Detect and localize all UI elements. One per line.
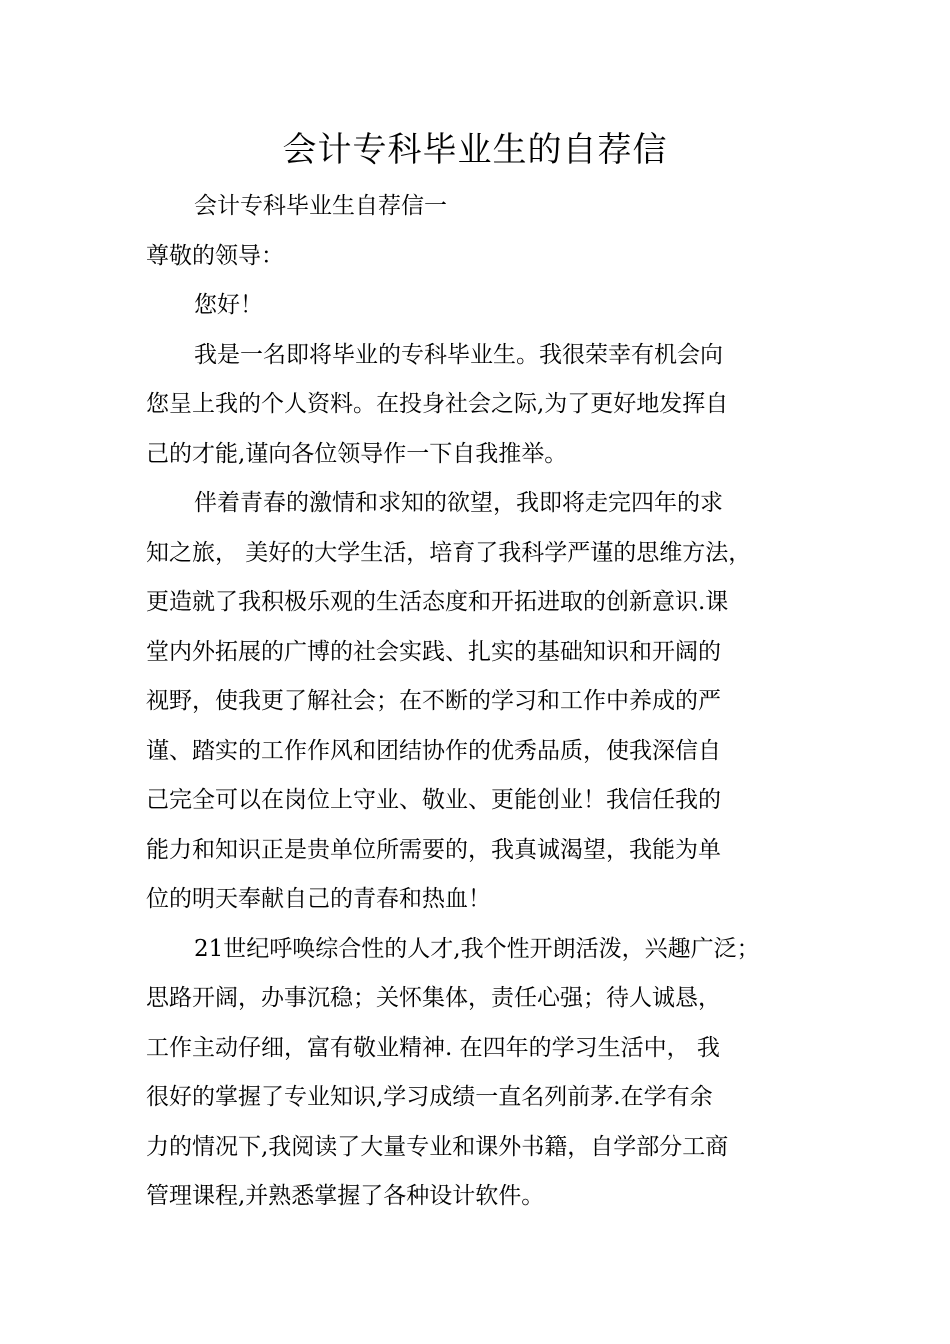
- paragraph-1-line-2: 您呈上我的个人资料。在投身社会之际,为了更好地发挥自: [146, 391, 729, 417]
- paragraph-2-line-4: 堂内外拓展的广博的社会实践、扎实的基础知识和开阔的: [146, 638, 721, 665]
- paragraph-3-line-4: 很好的掌握了专业知识,学习成绩一直名列前茅.在学有余: [146, 1084, 713, 1110]
- paragraph-2-line-1: 伴着青春的激情和求知的欲望，我即将走完四年的求: [194, 490, 723, 516]
- greeting: 您好！: [194, 292, 263, 318]
- paragraph-3-line-2: 思路开阔，办事沉稳；关怀集体，责任心强；待人诚恳，: [146, 985, 721, 1011]
- document-title: 会计专科毕业生的自荐信: [282, 130, 668, 170]
- paragraph-3-line-1: 21世纪呼唤综合性的人才,我个性开朗活泼，兴趣广泛；: [194, 935, 760, 962]
- paragraph-2-line-6: 谨、踏实的工作作风和团结协作的优秀品质，使我深信自: [146, 737, 721, 764]
- paragraph-3-line-5: 力的情况下,我阅读了大量专业和课外书籍，自学部分工商: [146, 1133, 729, 1160]
- paragraph-2-line-8: 能力和知识正是贵单位所需要的，我真诚渴望，我能为单: [146, 836, 721, 863]
- paragraph-2-line-2: 知之旅， 美好的大学生活，培育了我科学严谨的思维方法，: [146, 539, 752, 566]
- paragraph-2-line-9: 位的明天奉献自己的青春和热血！: [146, 886, 491, 912]
- paragraph-1-line-1: 我是一名即将毕业的专科毕业生。我很荣幸有机会向: [194, 341, 723, 368]
- paragraph-1-line-3: 己的才能,谨向各位领导作一下自我推举。: [146, 440, 568, 467]
- salutation: 尊敬的领导：: [146, 242, 284, 269]
- paragraph-2-line-5: 视野，使我更了解社会；在不断的学习和工作中养成的严: [146, 688, 721, 714]
- paragraph-2-line-3: 更造就了我积极乐观的生活态度和开拓进取的创新意识.课: [146, 589, 729, 615]
- paragraph-2-line-7: 己完全可以在岗位上守业、敬业、更能创业！我信任我的: [146, 787, 721, 813]
- paragraph-3-line-3: 工作主动仔细，富有敬业精神. 在四年的学习生活中， 我: [146, 1034, 720, 1061]
- document-subtitle: 会计专科毕业生自荐信一: [194, 193, 447, 219]
- paragraph-3-line-6: 管理课程,并熟悉掌握了各种设计软件。: [146, 1183, 545, 1209]
- document-body: [146, 182, 818, 1222]
